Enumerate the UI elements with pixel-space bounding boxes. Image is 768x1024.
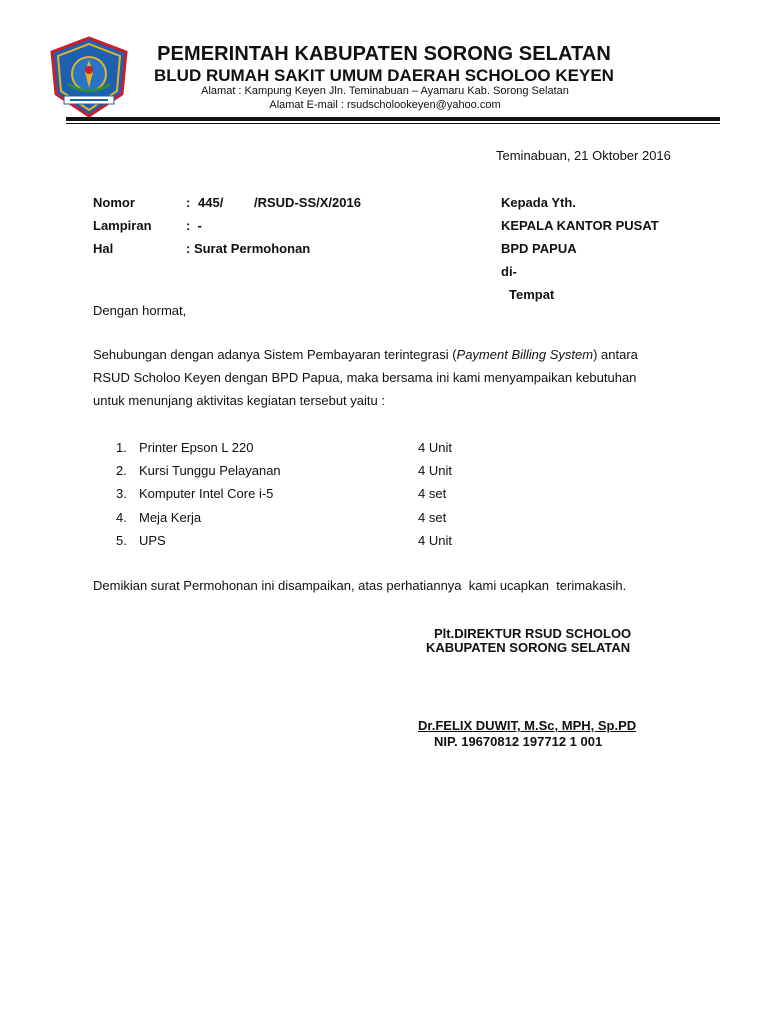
list-item-qty: 4 set <box>418 486 447 501</box>
recipient-line-4: di- <box>501 264 517 279</box>
letterhead-rule-thick <box>66 117 720 121</box>
signatory-nip: NIP. 19670812 197712 1 001 <box>434 734 603 749</box>
recipient-line-1: Kepada Yth. <box>501 195 576 210</box>
intro-line-2: RSUD Scholoo Keyen dengan BPD Papua, maka bersama ini kami menyampaikan kebutuhan <box>93 370 637 385</box>
lampiran-label: Lampiran <box>93 218 152 233</box>
recipient-line-2: KEPALA KANTOR PUSAT <box>501 218 659 233</box>
letterhead-address-block <box>160 84 610 112</box>
intro-part-1: Sehubungan dengan adanya Sistem Pembayaran terintegrasi ( <box>93 347 457 362</box>
nomor-prefix: 445/ <box>198 195 224 210</box>
hal-label: Hal <box>93 241 114 256</box>
recipient-line-3: BPD PAPUA <box>501 241 577 256</box>
place-date: Teminabuan, 21 Oktober 2016 <box>496 148 671 163</box>
list-item-qty: 4 Unit <box>418 533 452 548</box>
list-item-number: 3. <box>116 486 127 501</box>
hospital-name: BLUD RUMAH SAKIT UMUM DAERAH SCHOLOO KEYEN <box>154 66 614 85</box>
list-item-name: Kursi Tunggu Pelayanan <box>139 463 281 478</box>
government-name: PEMERINTAH KABUPATEN SORONG SELATAN <box>157 43 611 65</box>
email-line: Alamat E-mail : rsudscholookeyen@yahoo.com <box>269 99 501 111</box>
list-item-name: Meja Kerja <box>139 510 202 525</box>
signatory-name: Dr.FELIX DUWIT, M.Sc, MPH, Sp.PD <box>418 718 637 733</box>
regency-emblem-logo <box>48 36 130 118</box>
intro-italic-term: Payment Billing System <box>456 347 594 362</box>
list-item-name: UPS <box>139 533 166 548</box>
list-item-qty: 4 Unit <box>418 463 452 478</box>
greeting: Dengan hormat, <box>93 303 187 318</box>
list-item-number: 2. <box>116 463 127 478</box>
letterhead-rule-thin <box>66 123 720 124</box>
list-item-qty: 4 Unit <box>418 440 452 455</box>
recipient-line-5: Tempat <box>509 287 555 302</box>
address-line: Alamat : Kampung Keyen Jln. Teminabuan – Ayamaru Kab. Sorong Selatan <box>201 85 569 97</box>
list-item-name: Printer Epson L 220 <box>139 440 254 455</box>
nomor-suffix: /RSUD-SS/X/2016 <box>254 195 361 210</box>
signatory-title-1: Plt.DIREKTUR RSUD SCHOLOO <box>434 626 632 641</box>
intro-line-3: untuk menunjang aktivitas kegiatan tersebut yaitu : <box>93 393 385 408</box>
nomor-label: Nomor <box>93 195 135 210</box>
list-item-name: Komputer Intel Core i-5 <box>139 486 274 501</box>
hal-value: : Surat Permohonan <box>186 241 311 256</box>
intro-paragraph <box>93 343 693 412</box>
intro-line-1 <box>93 343 693 366</box>
list-item-number: 4. <box>116 510 127 525</box>
list-item-number: 5. <box>116 533 127 548</box>
list-item-number: 1. <box>116 440 127 455</box>
signatory-title-2: KABUPATEN SORONG SELATAN <box>426 640 631 655</box>
list-item-qty: 4 set <box>418 510 447 525</box>
nomor-colon: : <box>186 195 191 210</box>
intro-part-2: ) antara <box>593 347 638 362</box>
lampiran-value: : - <box>186 218 202 233</box>
closing-sentence: Demikian surat Permohonan ini disampaikan, atas perhatiannya kami ucapkan terimakasih. <box>93 578 627 593</box>
